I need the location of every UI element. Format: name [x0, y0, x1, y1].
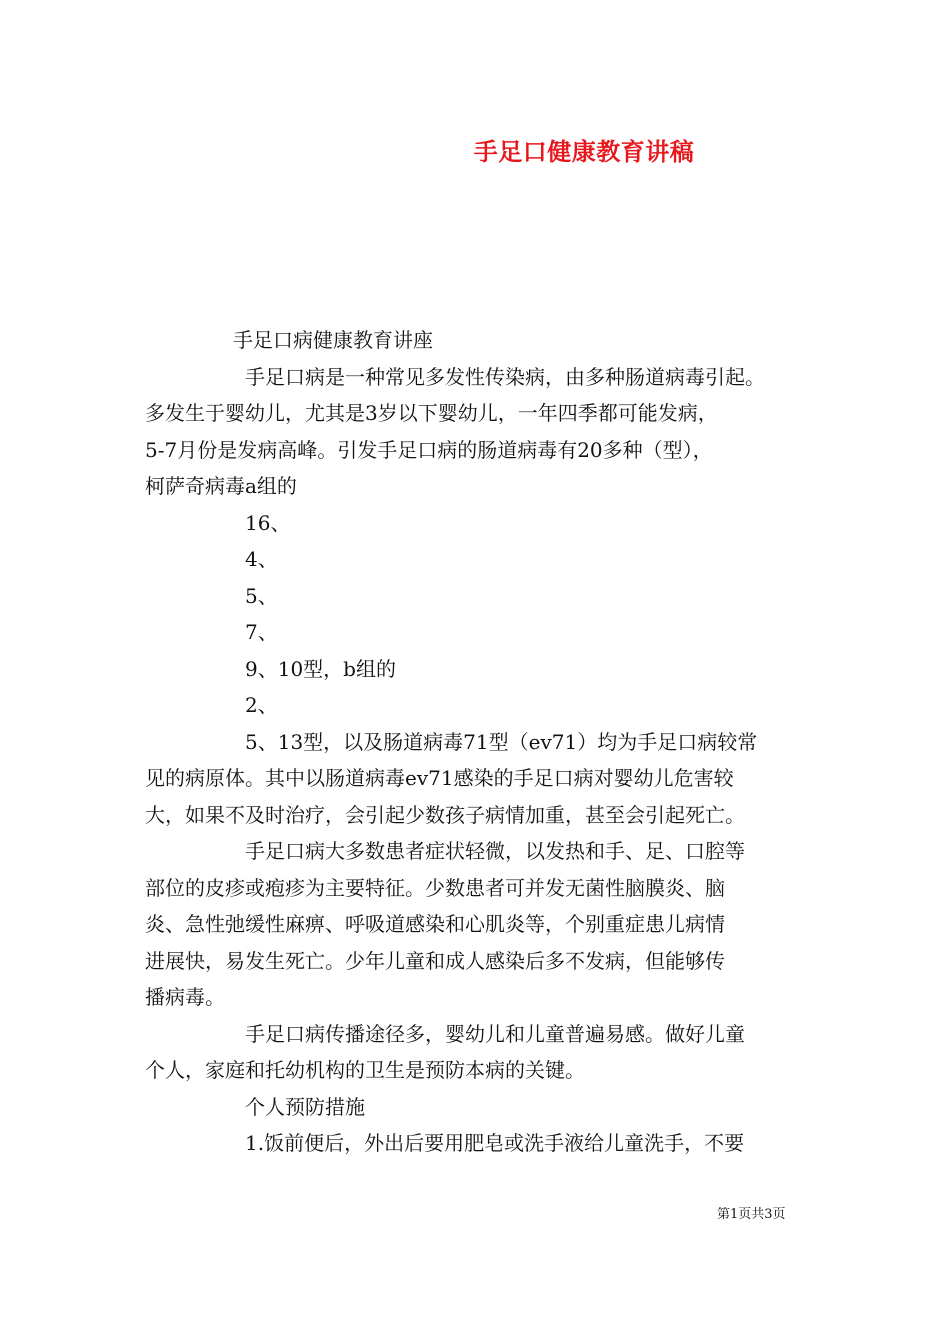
paragraph-line: 16、	[245, 510, 291, 535]
paragraph-line: 手足口病传播途径多，婴幼儿和儿童普遍易感。做好儿童	[245, 1021, 745, 1046]
paragraph-line: 个人，家庭和托幼机构的卫生是预防本病的关键。	[145, 1058, 585, 1082]
paragraph-line: 2、	[245, 693, 278, 717]
section-heading: 个人预防措施	[245, 1094, 365, 1119]
paragraph-line: 5、13型，以及肠道病毒71型（ev71）均为手足口病较常	[245, 729, 758, 754]
paragraph-line: 多发生于婴幼儿，尤其是3岁以下婴幼儿，一年四季都可能发病，	[145, 401, 718, 425]
paragraph-line: 部位的皮疹或疱疹为主要特征。少数患者可并发无菌性脑膜炎、脑	[145, 875, 725, 900]
section-heading: 手足口病健康教育讲座	[233, 328, 433, 352]
paragraph-line: 4、	[245, 547, 278, 571]
paragraph-line: 炎、急性弛缓性麻痹、呼吸道感染和心肌炎等，个别重症患儿病情	[145, 912, 725, 936]
paragraph-line: 手足口病是一种常见多发性传染病，由多种肠道病毒引起。	[245, 364, 765, 389]
paragraph-line: 5-7月份是发病高峰。引发手足口病的肠道病毒有20多种（型），	[145, 437, 713, 462]
paragraph-line: 1.饭前便后，外出后要用肥皂或洗手液给儿童洗手，不要	[245, 1131, 745, 1155]
document-title: 手足口健康教育讲稿	[473, 137, 695, 166]
paragraph-line: 播病毒。	[145, 985, 225, 1009]
paragraph-line: 手足口病大多数患者症状轻微，以发热和手、足、口腔等	[245, 839, 745, 863]
paragraph-line: 大，如果不及时治疗，会引起少数孩子病情加重，甚至会引起死亡。	[145, 802, 745, 827]
page-number: 第1页共3页	[717, 1207, 786, 1222]
paragraph-line: 柯萨奇病毒a组的	[145, 474, 297, 498]
paragraph-line: 9、10型，b组的	[245, 656, 396, 681]
paragraph-line: 见的病原体。其中以肠道病毒ev71感染的手足口病对婴幼儿危害较	[145, 766, 734, 790]
paragraph-line: 7、	[245, 620, 278, 644]
paragraph-line: 5、	[245, 583, 278, 608]
paragraph-line: 进展快，易发生死亡。少年儿童和成人感染后多不发病，但能够传	[145, 948, 725, 973]
document-body	[145, 322, 815, 1162]
